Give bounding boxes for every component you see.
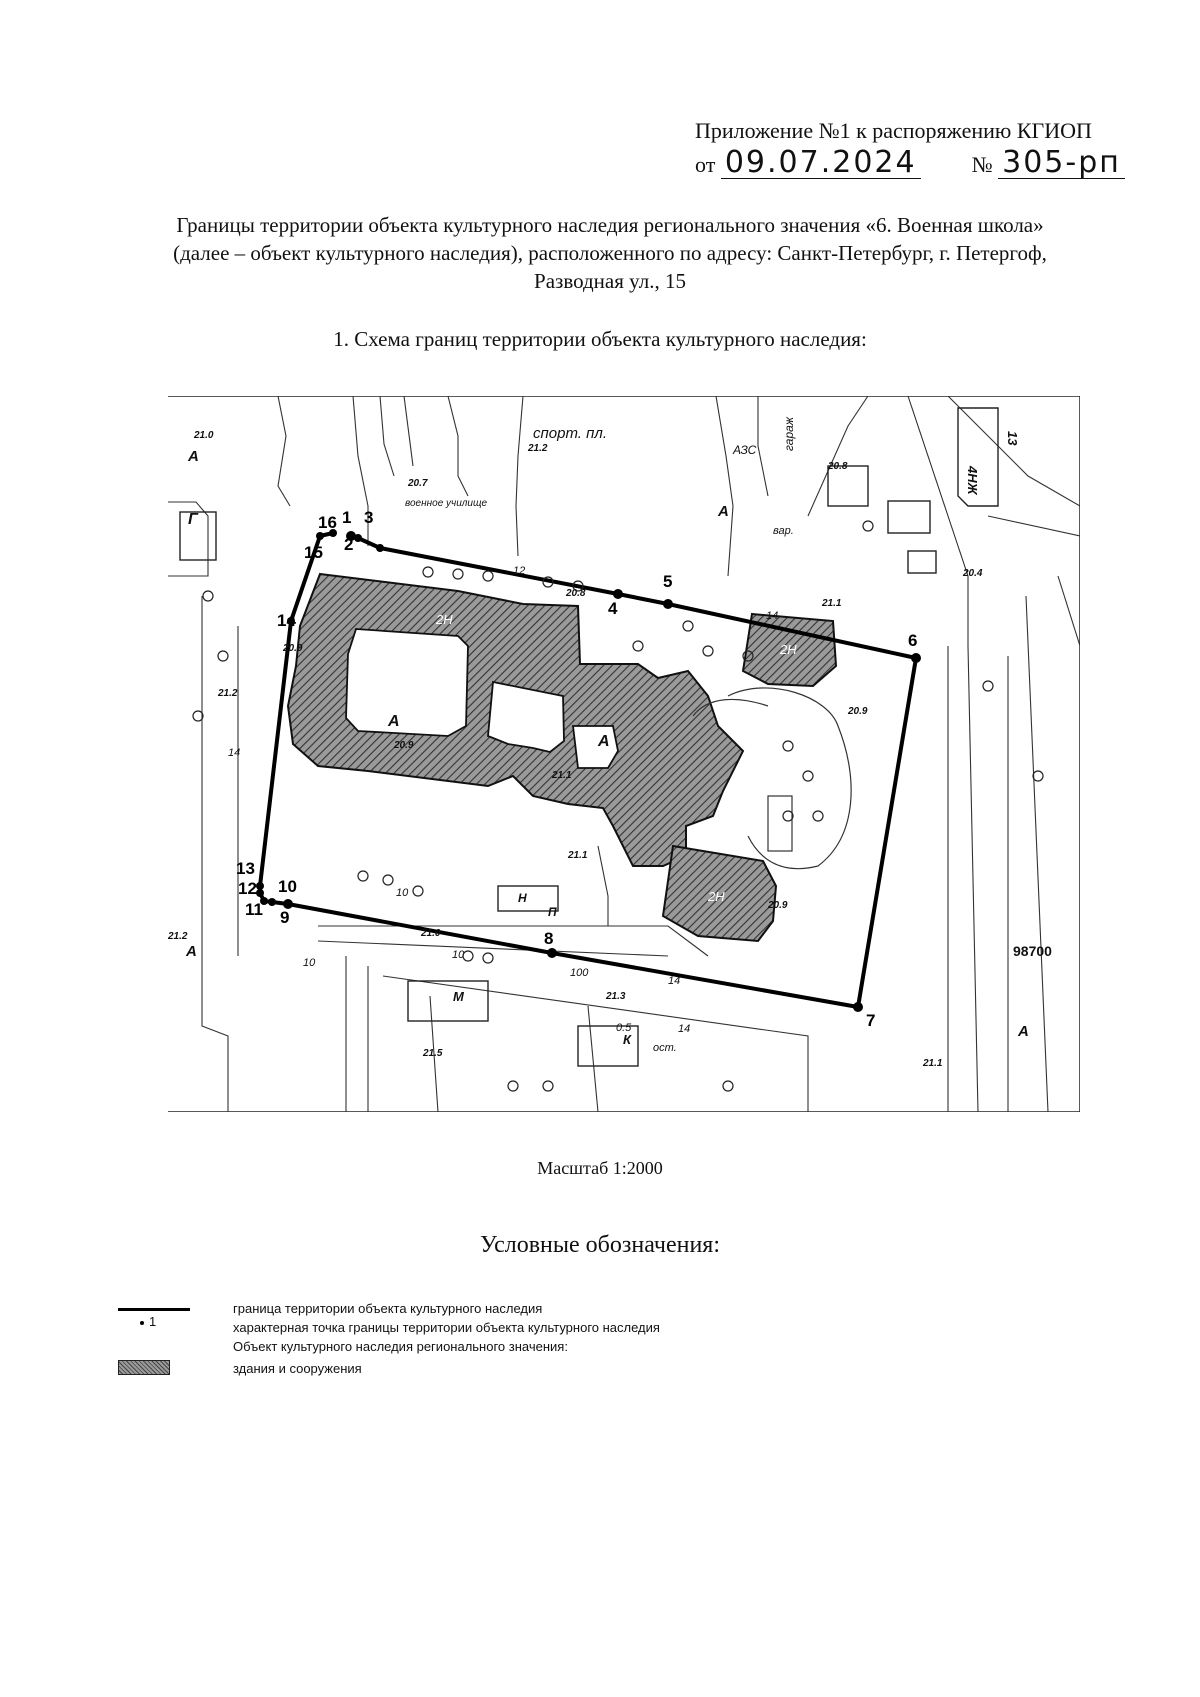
height-4: 20.8 [566, 588, 586, 599]
height-11: 21.0 [421, 928, 441, 939]
width-4: 10 [452, 949, 465, 961]
legend-point-number: 1 [149, 1314, 157, 1329]
label-military: военное училище [405, 498, 488, 509]
legend-buildings-text: здания и сооружения [233, 1361, 362, 1376]
point-label-10: 10 [278, 877, 297, 896]
width-3: 10 [396, 887, 409, 899]
width-2: 14 [766, 610, 779, 622]
point-label-11: 11 [245, 900, 263, 919]
height-13: 20.9 [768, 900, 788, 911]
label-garazh: гараж [782, 416, 796, 451]
label-sport: спорт. пл. [533, 425, 607, 442]
legend-boundary-text: граница территории объекта культурного наследия [233, 1301, 543, 1316]
section-title: 1. Схема границ территории объекта культурного наследия: [333, 327, 867, 351]
point-label-2: 2 [344, 535, 354, 554]
document-heading [90, 211, 1130, 295]
point-label-7: 7 [866, 1011, 876, 1030]
height-12: 21.1 [568, 850, 588, 861]
label-n: Н [518, 891, 527, 905]
label-code: 98700 [1013, 943, 1052, 959]
label-13: 13 [1005, 431, 1020, 446]
label-a-1: А [188, 448, 199, 465]
height-7: 20.9 [848, 706, 868, 717]
order-date: 09.07.2024 [721, 148, 921, 179]
height-9: 20.4 [963, 568, 983, 579]
legend-boundary-line [118, 1308, 190, 1311]
height-17: 21.2 [218, 688, 238, 699]
height-10: 21.2 [528, 443, 548, 454]
order-date-line [695, 145, 1125, 180]
width-1: 12 [513, 565, 526, 577]
height-8: 21.1 [552, 770, 572, 781]
width-6: 10 [303, 957, 316, 969]
height-1: 21.0 [194, 430, 214, 441]
height-3: 20.7 [408, 478, 428, 489]
boundary-map [168, 396, 1080, 1112]
heading-line-3: Разводная ул., 15 [534, 269, 686, 293]
label-a-3: А [598, 733, 610, 750]
point-label-1: 1 [342, 508, 352, 527]
width-9: 100 [570, 967, 589, 979]
scale-label: Масштаб 1:2000 [537, 1158, 663, 1178]
heading-line-2: (далее – объект культурного наследия), расположенного по адресу: Санкт-Петербург, г. Петергоф, [173, 241, 1047, 265]
height-6: 20.9 [394, 740, 414, 751]
label-g: Г [188, 511, 198, 528]
point-label-6: 6 [908, 631, 918, 650]
width-8: 0.5 [616, 1022, 632, 1034]
date-prefix: от [695, 152, 716, 177]
label-var: вар. [773, 525, 794, 537]
width-10: 14 [678, 1023, 691, 1035]
height-15: 21.5 [423, 1048, 443, 1059]
point-label-12: 12 [238, 879, 257, 898]
height-16: 21.1 [923, 1058, 943, 1069]
label-building-3: 2Н [708, 889, 725, 904]
order-number: 305-рп [998, 148, 1125, 179]
legend-point-text: характерная точка границы территории объекта культурного наследия [233, 1320, 660, 1335]
label-building-2: 2Н [780, 642, 797, 657]
legend-object-text: Объект культурного наследия регионального значения: [233, 1339, 568, 1354]
label-a-4: А [718, 503, 729, 520]
point-label-4: 4 [608, 599, 618, 618]
label-m: М [453, 989, 464, 1004]
point-label-3: 3 [364, 508, 374, 527]
legend-point-sample [140, 1314, 156, 1329]
label-building-1: 2Н [436, 612, 453, 627]
point-label-14: 14 [277, 611, 296, 630]
map-svg [168, 396, 1080, 1112]
label-4nzh: 4НЖ [965, 466, 980, 495]
appendix-title: Приложение №1 к распоряжению КГИОП [695, 118, 1092, 143]
width-5: 14 [668, 975, 681, 987]
label-ost: ост. [653, 1042, 677, 1054]
label-a-6: А [1018, 1023, 1029, 1040]
number-prefix: № [971, 152, 993, 177]
point-label-16: 16 [318, 513, 337, 532]
point-label-13: 13 [236, 859, 255, 878]
point-label-15: 15 [304, 543, 323, 562]
height-14: 21.3 [606, 991, 626, 1002]
label-azs: АЗС [733, 443, 757, 457]
label-k: К [623, 1032, 631, 1047]
label-a-2: А [388, 713, 400, 730]
height-19: 20.9 [283, 643, 303, 654]
point-label-9: 9 [280, 908, 290, 927]
width-7: 14 [228, 747, 241, 759]
legend-hatch-swatch [118, 1360, 170, 1375]
heading-line-1: Границы территории объекта культурного наследия регионального значения «6. Военная школа» [176, 213, 1044, 237]
legend-title: Условные обозначения: [479, 1232, 721, 1258]
point-label-8: 8 [544, 929, 554, 948]
height-18: 20.8 [828, 461, 848, 472]
label-a-5: А [186, 943, 197, 960]
label-p: П [548, 905, 557, 919]
point-label-5: 5 [663, 572, 673, 591]
height-2: 21.2 [168, 931, 188, 942]
height-5: 21.1 [822, 598, 842, 609]
